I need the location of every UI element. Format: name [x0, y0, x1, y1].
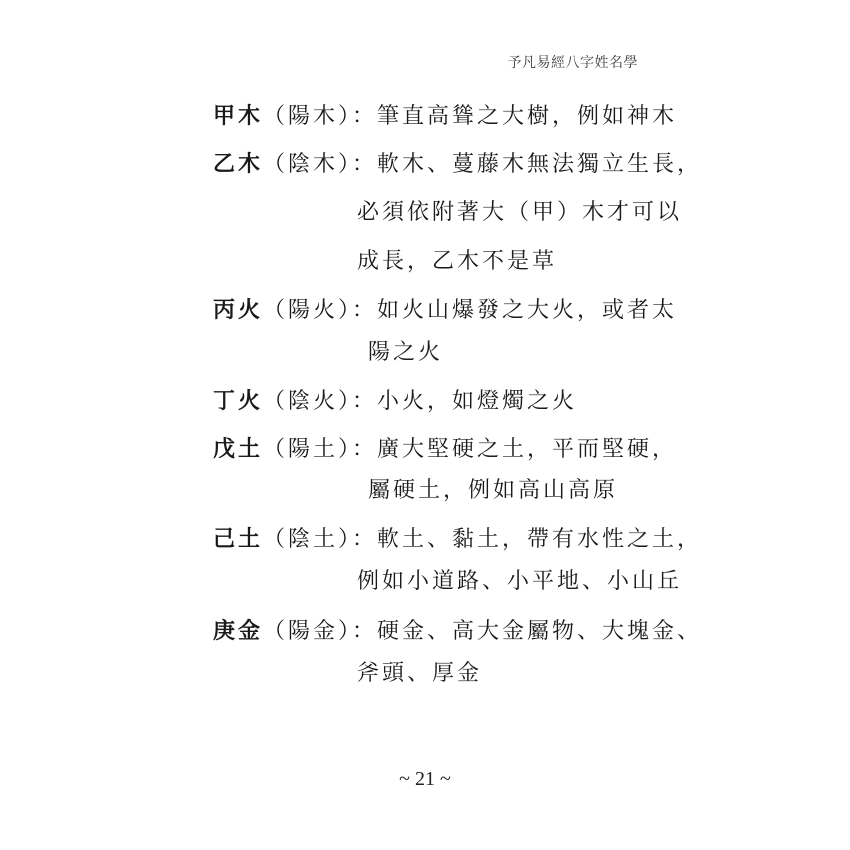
entry-separator: ：: [352, 437, 378, 462]
entry-description-line: 硬金、高大金屬物、大塊金、: [377, 619, 703, 644]
entry-description-continuation: 例如小道路、小平地、小山丘: [357, 569, 683, 594]
entry-separator: ：: [352, 152, 378, 177]
entry-polarity: （陰木）: [263, 152, 353, 177]
entry-polarity: （陰土）: [263, 527, 353, 552]
entry-description-continuation: 必須依附著大（甲）木才可以: [357, 200, 683, 225]
entry-polarity: （陰火）: [263, 389, 353, 414]
entry-ding-fire: [213, 389, 577, 415]
entry-stem: 丙火: [213, 298, 264, 323]
entry-separator: ：: [352, 619, 378, 644]
entry-separator: ：: [352, 298, 378, 323]
entry-wu-earth: [213, 437, 677, 463]
entry-description-continuation: 陽之火: [368, 340, 444, 365]
entry-separator: ：: [352, 389, 378, 414]
entry-polarity: （陽木）: [263, 104, 353, 129]
entry-stem: 己土: [213, 527, 264, 552]
entry-separator: ：: [352, 527, 378, 552]
entry-description-continuation: 屬硬土，例如高山高原: [368, 478, 619, 503]
entry-jia-wood: [213, 104, 677, 130]
entry-bing-fire: [213, 298, 677, 324]
entry-yi-wood: [213, 152, 702, 178]
entry-description-line: 如火山爆發之大火，或者太: [377, 298, 678, 323]
entry-polarity: （陽火）: [263, 298, 353, 323]
entry-description-line: 筆直高聳之大樹，例如神木: [377, 104, 678, 129]
entry-description-line: 小火，如燈燭之火: [377, 389, 578, 414]
entry-description-continuation: 成長，乙木不是草: [357, 249, 558, 274]
page-number: ~ 21 ~: [399, 768, 451, 790]
entry-ji-earth: [213, 527, 702, 553]
entry-description-line: 軟木、蔓藤木無法獨立生長，: [377, 152, 703, 177]
entry-polarity: （陽金）: [263, 619, 353, 644]
entry-stem: 戊土: [213, 437, 264, 462]
entry-polarity: （陽土）: [263, 437, 353, 462]
entry-stem: 庚金: [213, 619, 264, 644]
entry-description-line: 軟土、黏土，帶有水性之土，: [377, 527, 703, 552]
entry-stem: 甲木: [213, 104, 264, 129]
entry-separator: ：: [352, 104, 378, 129]
entry-stem: 丁火: [213, 389, 264, 414]
entry-description-continuation: 斧頭、厚金: [357, 661, 483, 686]
entry-stem: 乙木: [213, 152, 264, 177]
entry-description-line: 廣大堅硬之土，平而堅硬，: [377, 437, 678, 462]
entry-geng-metal: [213, 619, 702, 645]
running-header-book-title: 予凡易經八字姓名學: [507, 55, 638, 71]
